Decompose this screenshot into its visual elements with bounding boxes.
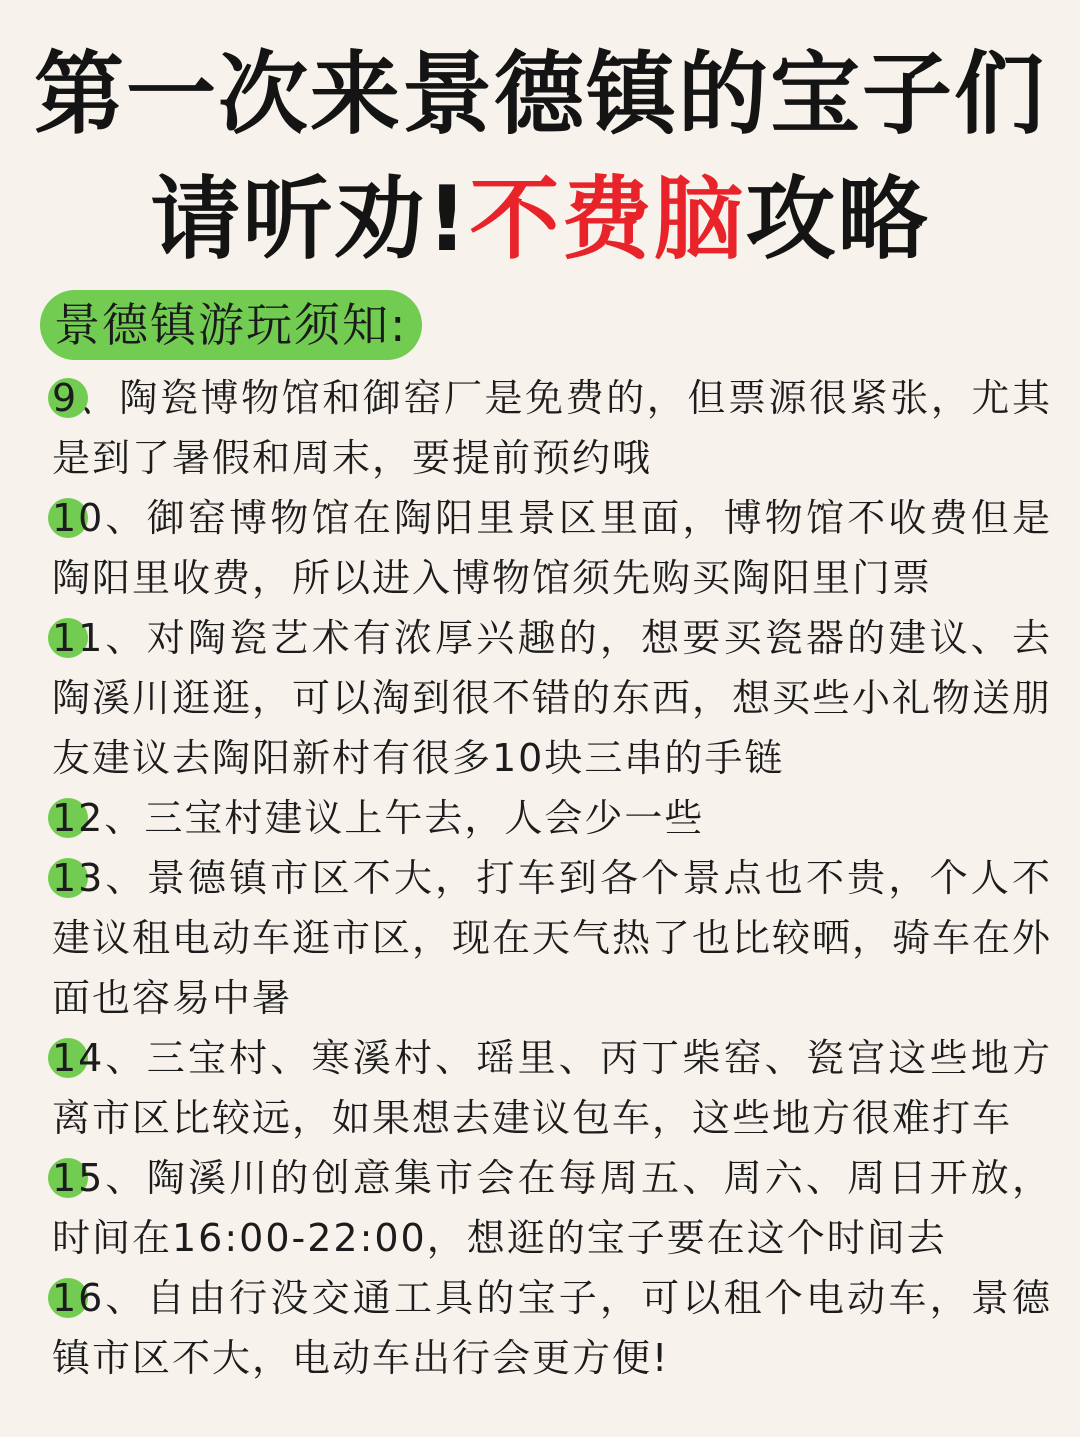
list-item — [52, 1148, 1052, 1268]
item-text: 对陶瓷艺术有浓厚兴趣的，想要买瓷器的建议、去陶溪川逛逛，可以淘到很不错的东西，想买些小礼物送朋友建议去陶阳新村有很多10块三串的手链 — [52, 616, 1053, 780]
item-separator: 、 — [104, 616, 147, 660]
item-number: 14 — [52, 1028, 104, 1088]
page-title: 第一次来景德镇的宝子们 — [34, 42, 1046, 147]
list-item — [52, 368, 1052, 488]
subtitle-part-2: 攻略 — [745, 167, 930, 272]
subtitle-highlight: 不费脑 — [469, 167, 746, 272]
list-item — [52, 848, 1052, 1028]
item-text: 三宝村、寒溪村、瑶里、丙丁柴窑、瓷宫这些地方离市区比较远，如果想去建议包车，这些地方很难打车 — [52, 1036, 1052, 1140]
list-item — [52, 608, 1052, 788]
subtitle-part-1: 请听劝! — [150, 167, 470, 272]
list-item — [52, 1268, 1052, 1388]
page-subtitle — [0, 165, 1080, 275]
item-separator: 、 — [78, 376, 120, 420]
section-heading: 景德镇游玩须知: — [40, 290, 422, 360]
item-number: 12 — [52, 788, 104, 848]
item-separator: 、 — [104, 1156, 147, 1200]
item-separator: 、 — [104, 796, 145, 840]
item-text: 三宝村建议上午去，人会少一些 — [144, 796, 705, 840]
item-number: 16 — [52, 1268, 104, 1328]
item-separator: 、 — [104, 496, 147, 540]
item-number: 11 — [52, 608, 104, 668]
item-text: 陶瓷博物馆和御窑厂是免费的，但票源很紧张，尤其是到了暑假和周末，要提前预约哦 — [52, 376, 1052, 480]
item-number: 9 — [52, 368, 78, 428]
item-number: 13 — [52, 848, 104, 908]
item-text: 陶溪川的创意集市会在每周五、周六、周日开放，时间在16:00-22:00，想逛的宝子要在这个时间去 — [52, 1156, 1052, 1260]
item-separator: 、 — [104, 1276, 147, 1320]
tips-list — [52, 368, 1052, 1388]
item-text: 御窑博物馆在陶阳里景区里面，博物馆不收费但是陶阳里收费，所以进入博物馆须先购买陶阳里门票 — [52, 496, 1052, 600]
list-item — [52, 488, 1052, 608]
list-item — [52, 1028, 1052, 1148]
item-text: 景德镇市区不大，打车到各个景点也不贵，个人不建议租电动车逛市区，现在天气热了也比较晒，骑车在外面也容易中暑 — [52, 856, 1053, 1020]
item-number: 15 — [52, 1148, 104, 1208]
item-separator: 、 — [104, 1036, 147, 1080]
list-item — [52, 788, 1052, 848]
item-text: 自由行没交通工具的宝子，可以租个电动车，景德镇市区不大，电动车出行会更方便! — [52, 1276, 1052, 1380]
item-separator: 、 — [104, 856, 147, 900]
item-number: 10 — [52, 488, 104, 548]
